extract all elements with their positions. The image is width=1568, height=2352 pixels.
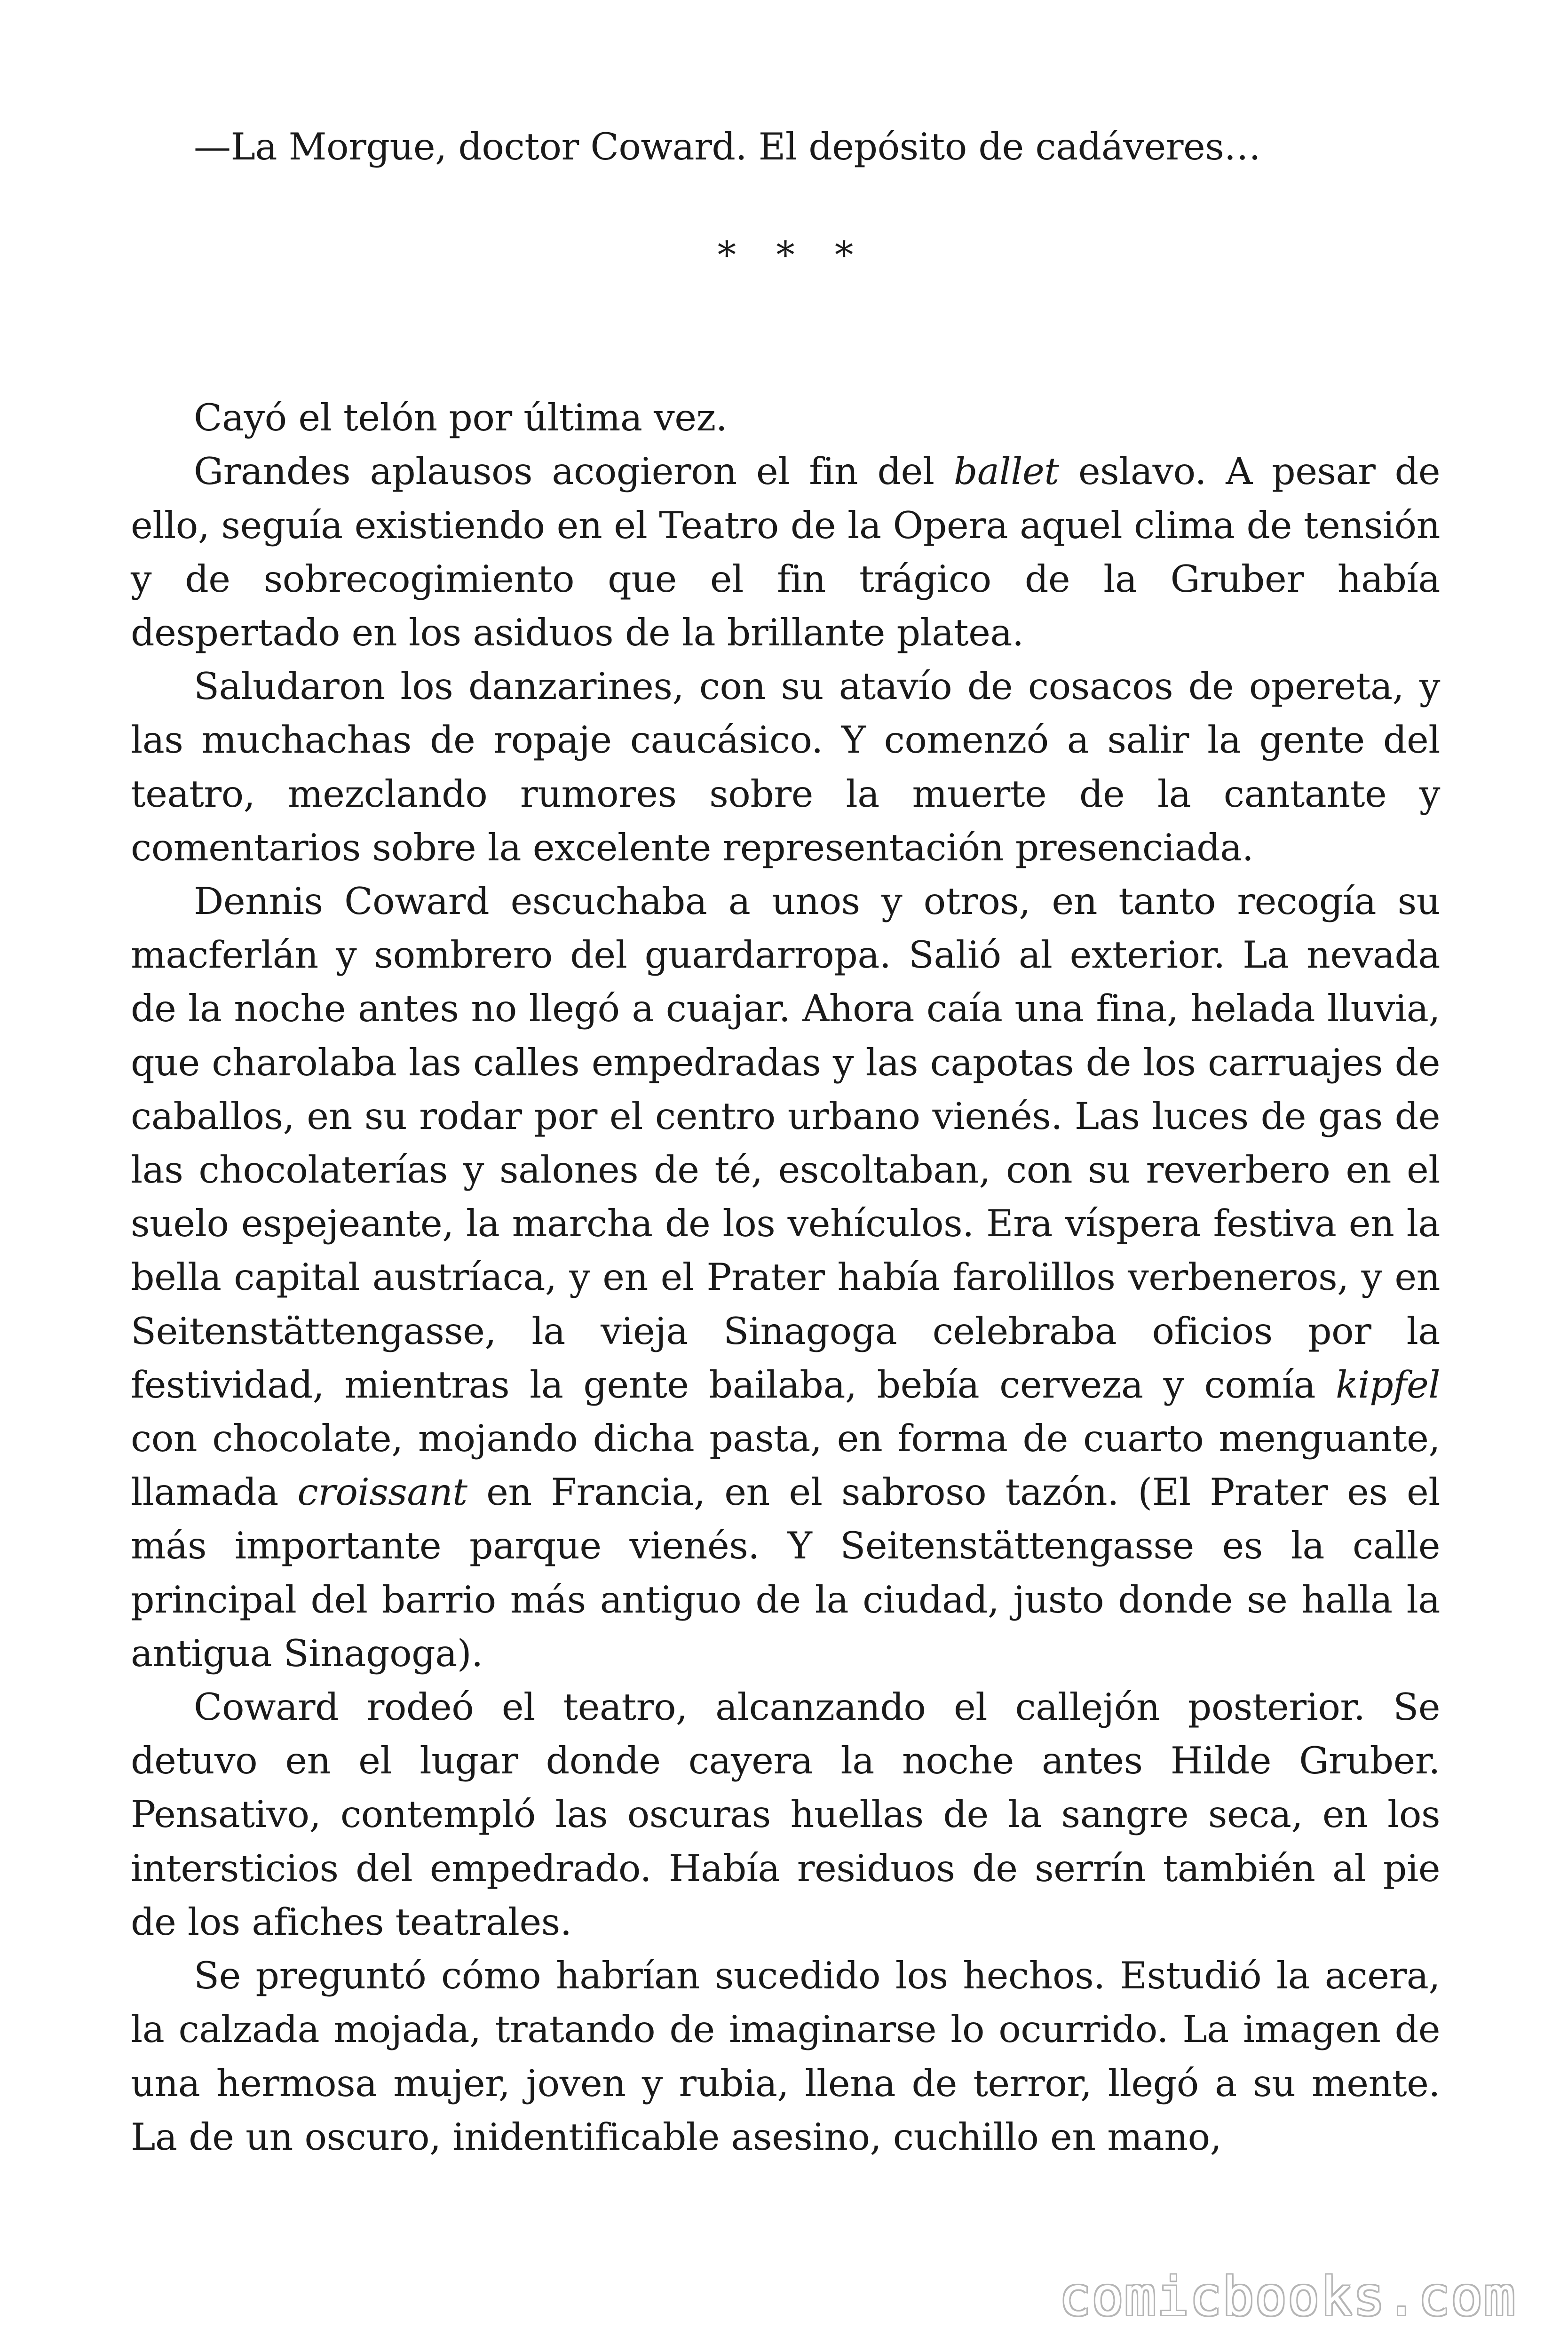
- body-text: [131, 391, 1440, 2164]
- text-run: Grandes aplausos acogieron el fin del: [194, 450, 954, 493]
- text-run: Cayó el telón por última vez.: [194, 396, 728, 440]
- text-run: con chocolate, mojando dicha pasta, en forma de cuarto menguante, llamada: [131, 1417, 1440, 1514]
- text-run: Dennis Coward escuchaba a unos y otros, en tanto recogía su macferlán y sombrero del guardarropa. Salió al exterior. La nevada de la noche antes no llegó a cuajar. Ahora caía una fina, helada lluvia, que charolaba las calles empedradas y las capotas de los carruajes de caballos, en su rodar por el centro urbano vienés. Las luces de gas de las chocolaterías y salones de té, escoltaban, con su reverbero en el suelo espejeante, la marcha de los vehículos. Era víspera festiva en la bella capital austríaca, y en el Prater había farolillos verbeneros, y en Seitenstättengasse, la vieja Sinagoga celebraba oficios por la festividad, mientras la gente bailaba, bebía cerveza y comía: [131, 880, 1440, 1406]
- book-page: [131, 120, 1440, 2164]
- italic-word: ballet: [953, 450, 1059, 493]
- text-run: Se preguntó cómo habrían sucedido los hechos. Estudió la acera, la calzada mojada, tratando de imaginarse lo ocurrido. La imagen de una hermosa mujer, joven y rubia, llena de terror, llegó a su mente. La de un oscuro, inidentificable asesino, cuchillo en mano,: [131, 1954, 1440, 2159]
- scene-break: * * *: [717, 233, 868, 277]
- paragraph: [131, 1949, 1440, 2164]
- paragraph: [131, 874, 1440, 1680]
- paragraph: [131, 660, 1440, 874]
- paragraph: [131, 391, 1440, 445]
- italic-word: croissant: [297, 1470, 467, 1514]
- italic-word: kipfel: [1336, 1363, 1440, 1406]
- paragraph: [131, 1680, 1440, 1949]
- opening-line: —La Morgue, doctor Coward. El depósito de cadáveres…: [194, 125, 1261, 168]
- watermark: comicbooks.com: [1059, 2266, 1516, 2328]
- paragraph: [131, 445, 1440, 660]
- text-run: Coward rodeó el teatro, alcanzando el callejón posterior. Se detuvo en el lugar donde cayera la noche antes Hilde Gruber. Pensativo, contempló las oscuras huellas de la sangre seca, en los intersticios del empedrado. Había residuos de serrín también al pie de los afiches teatrales.: [131, 1685, 1440, 1944]
- text-run: eslavo. A pesar de ello, seguía existiendo en el Teatro de la Opera aquel clima de tensión y de sobrecogimiento que el fin trágico de la Gruber había despertado en los asiduos de la brillante platea.: [131, 450, 1440, 655]
- text-run: Saludaron los danzarines, con su atavío de cosacos de opereta, y las muchachas de ropaje caucásico. Y comenzó a salir la gente del teatro, mezclando rumores sobre la muerte de la cantante y comentarios sobre la excelente representación presenciada.: [131, 665, 1440, 869]
- text-run: en Francia, en el sabroso tazón. (El Prater es el más importante parque vienés. Y Seitenstättengasse es la calle principal del barrio más antiguo de la ciudad, justo donde se halla la antigua Sinagoga).: [131, 1470, 1440, 1675]
